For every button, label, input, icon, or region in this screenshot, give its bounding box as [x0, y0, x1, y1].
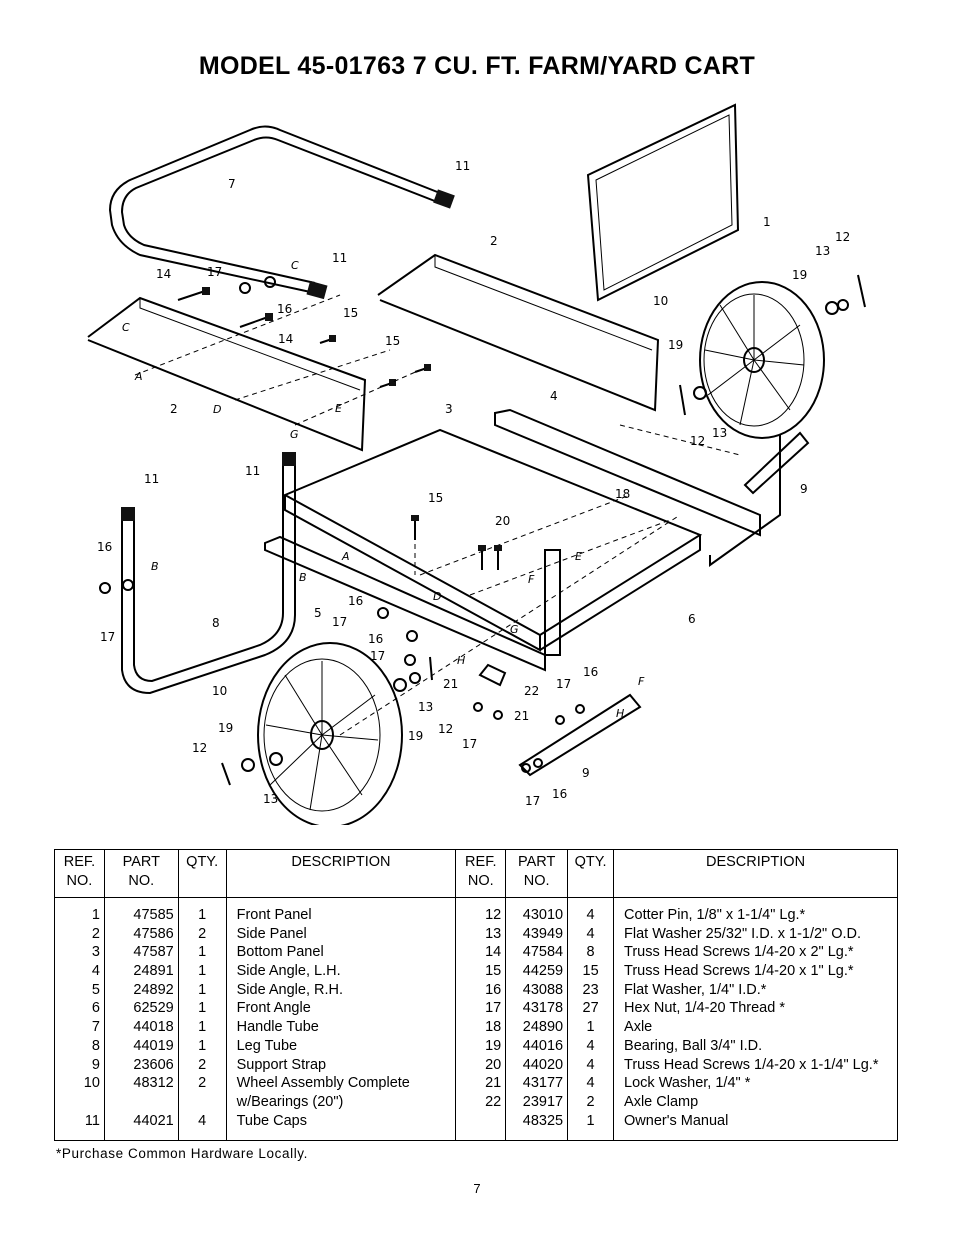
callout-19b: 19	[668, 338, 684, 352]
callout-10: 10	[653, 294, 669, 308]
table-cell: 1	[198, 981, 207, 998]
callout-20: 20	[495, 514, 511, 528]
callout-21b: 21	[514, 709, 530, 723]
letter-e: E	[335, 402, 342, 415]
table-cell: 43010	[522, 907, 564, 923]
callout-9: 9	[800, 482, 808, 496]
table-cell: Axle	[624, 1019, 653, 1036]
callout-17b: 17	[332, 615, 348, 629]
side-panel-right-drawing	[378, 255, 658, 410]
wheel-right-drawing	[700, 282, 824, 438]
page-title: MODEL 45-01763 7 CU. FT. FARM/YARD CART	[198, 52, 756, 80]
table-cell: Side Panel	[236, 925, 307, 942]
table-cell: 23917	[522, 1093, 564, 1110]
letter-g: G	[290, 428, 299, 441]
table-cell: 5	[91, 981, 100, 998]
callout-13: 13	[815, 244, 831, 258]
callout-13d: 13	[263, 792, 279, 806]
table-cell: 8	[91, 1037, 100, 1054]
table-cell: 1	[91, 907, 100, 923]
table-cell: 2	[198, 1075, 207, 1092]
callout-6: 6	[688, 612, 696, 626]
callout-16e: 16	[583, 665, 599, 679]
callout-16: 16	[277, 302, 293, 316]
callout-14b: 14	[278, 332, 294, 346]
callout-18: 18	[615, 487, 631, 501]
exploded-parts-diagram	[40, 95, 920, 825]
letter-a: A	[135, 370, 143, 383]
table-cell: 6	[91, 1000, 100, 1017]
header-qty-left: QTY.	[178, 850, 226, 898]
table-cell: Tube Caps	[236, 1112, 307, 1129]
letter-b2: B	[299, 571, 307, 584]
table-cell: 3	[91, 944, 100, 961]
letter-b: B	[151, 560, 159, 573]
table-cell	[460, 1112, 501, 1131]
letter-f: F	[528, 573, 535, 586]
table-cell: 21	[485, 1075, 502, 1092]
header-ref-left: REF. NO.	[55, 850, 105, 898]
col-ref-right	[456, 898, 506, 1141]
table-cell: Flat Washer, 1/4" I.D.*	[624, 981, 767, 998]
col-qty-left	[178, 898, 226, 1141]
col-desc-left	[226, 898, 456, 1141]
table-cell: 15	[582, 963, 599, 980]
callout-17f: 17	[462, 737, 478, 751]
page-number: 7	[473, 1181, 481, 1196]
callout-19d: 19	[218, 721, 234, 735]
col-ref-left	[55, 898, 105, 1141]
letter-a2: A	[342, 550, 350, 563]
table-cell: 44019	[133, 1037, 174, 1054]
letter-f2: F	[638, 675, 645, 688]
letter-h: H	[457, 654, 466, 667]
table-cell: 4	[586, 907, 595, 923]
wheel-left-drawing	[258, 643, 402, 825]
header-part-left: PART NO.	[104, 850, 178, 898]
front-angle-drawing	[545, 430, 780, 655]
callout-16d: 16	[368, 632, 384, 646]
table-cell: Truss Head Screws 1/4-20 x 2" Lg.*	[624, 944, 854, 961]
leg-tube-drawing	[121, 452, 296, 693]
table-cell: 2	[198, 1056, 207, 1073]
letter-g2: G	[510, 623, 519, 636]
table-cell: 4	[586, 1056, 595, 1073]
table-cell: Hex Nut, 1/4-20 Thread *	[624, 1000, 785, 1017]
callout-8: 8	[212, 616, 220, 630]
table-cell: Flat Washer 25/32" I.D. x 1-1/2" O.D.	[624, 925, 862, 942]
callout-11c: 11	[245, 464, 261, 478]
table-cell: 23	[582, 981, 599, 998]
callout-16f: 16	[552, 787, 568, 801]
callout-17d: 17	[100, 630, 116, 644]
callout-2: 2	[490, 234, 498, 248]
table-cell: 13	[485, 925, 502, 942]
table-cell: 19	[485, 1037, 502, 1054]
callout-13b: 13	[712, 426, 728, 440]
table-header-row	[55, 850, 898, 898]
table-cell: 47585	[133, 907, 174, 923]
callout-14: 14	[156, 267, 172, 281]
table-cell: 12	[485, 907, 502, 923]
callout-13c: 13	[418, 700, 434, 714]
table-cell: Side Angle, L.H.	[236, 963, 341, 980]
table-cell: Front Panel	[236, 907, 312, 923]
table-cell: Bottom Panel	[236, 944, 324, 961]
table-cell	[183, 1093, 222, 1112]
callout-15c: 15	[428, 491, 444, 505]
table-cell: 7	[91, 1019, 100, 1036]
table-cell: Side Angle, R.H.	[236, 981, 344, 998]
table-cell: 1	[198, 1019, 207, 1036]
table-cell: 8	[586, 944, 595, 961]
table-cell: 1	[198, 1037, 207, 1054]
callout-22: 22	[524, 684, 540, 698]
table-cell: 15	[485, 963, 502, 980]
table-cell: 44018	[133, 1019, 174, 1036]
table-cell: 10	[83, 1075, 100, 1092]
table-cell: 48325	[522, 1112, 564, 1129]
table-cell: 1	[586, 1019, 595, 1036]
callout-12: 12	[835, 230, 851, 244]
callout-19: 19	[792, 268, 808, 282]
callout-17e: 17	[556, 677, 572, 691]
header-desc-left: DESCRIPTION	[226, 850, 456, 898]
header-qty-right: QTY.	[568, 850, 614, 898]
callout-4: 4	[550, 389, 558, 403]
letter-d: D	[213, 403, 222, 416]
table-cell: w/Bearings (20")	[236, 1093, 344, 1110]
table-cell	[109, 1093, 174, 1112]
table-cell: 2	[198, 925, 207, 942]
table-cell: Owner's Manual	[624, 1112, 729, 1129]
table-cell: 2	[91, 925, 100, 942]
callout-21: 21	[443, 677, 459, 691]
table-cell: 27	[582, 1000, 599, 1017]
table-cell: 44021	[133, 1112, 174, 1129]
letter-d2: D	[433, 590, 442, 603]
table-cell: 43088	[522, 981, 564, 998]
table-cell: 47587	[133, 944, 174, 961]
callout-12c: 12	[438, 722, 454, 736]
table-cell	[59, 1093, 100, 1112]
table-cell: 43949	[522, 925, 564, 942]
table-cell: 17	[485, 1000, 502, 1017]
callout-7: 7	[228, 177, 236, 191]
table-cell: 9	[91, 1056, 100, 1073]
callout-labels	[97, 159, 850, 808]
table-cell: 44020	[522, 1056, 564, 1073]
table-cell: 1	[198, 944, 207, 961]
table-cell: 1	[586, 1112, 595, 1129]
callout-11d: 11	[144, 472, 160, 486]
table-cell: 1	[198, 963, 207, 980]
callout-12b: 12	[690, 434, 706, 448]
callout-1: 1	[763, 215, 771, 229]
footnote: *Purchase Common Hardware Locally.	[56, 1146, 308, 1161]
table-cell: 24892	[133, 981, 174, 998]
table-cell: Bearing, Ball 3/4" I.D.	[624, 1037, 763, 1054]
callout-19c: 19	[408, 729, 424, 743]
table-cell: 44016	[522, 1037, 564, 1054]
table-cell: Truss Head Screws 1/4-20 x 1-1/4" Lg.*	[624, 1056, 879, 1073]
parts-list-table	[54, 849, 898, 1141]
table-cell: 24891	[133, 963, 174, 980]
callout-5: 5	[314, 606, 322, 620]
table-cell: 4	[586, 925, 595, 942]
table-cell: 62529	[133, 1000, 174, 1017]
col-desc-right	[614, 898, 898, 1141]
callout-11b: 11	[332, 251, 348, 265]
table-cell: Cotter Pin, 1/8" x 1-1/4" Lg.*	[624, 907, 806, 923]
table-cell: 23606	[133, 1056, 174, 1073]
table-cell: 43177	[522, 1075, 564, 1092]
table-cell: 4	[586, 1037, 595, 1054]
table-cell: 47584	[522, 944, 564, 961]
letter-e2: E	[575, 550, 582, 563]
callout-3: 3	[445, 402, 453, 416]
table-cell: 16	[485, 981, 502, 998]
letter-h2: H	[616, 707, 625, 720]
callout-16b: 16	[97, 540, 113, 554]
callout-16c: 16	[348, 594, 364, 608]
table-cell: 4	[198, 1112, 207, 1129]
callout-2b: 2	[170, 402, 178, 416]
callout-15: 15	[343, 306, 359, 320]
table-cell: 20	[485, 1056, 502, 1073]
header-desc-right: DESCRIPTION	[614, 850, 898, 898]
letter-c: C	[291, 259, 299, 272]
col-part-right	[506, 898, 568, 1141]
callout-17g: 17	[525, 794, 541, 808]
table-cell: 1	[198, 907, 207, 923]
table-cell: 43178	[522, 1000, 564, 1017]
table-cell: 4	[586, 1075, 595, 1092]
table-cell: 48312	[133, 1075, 174, 1092]
table-cell: Front Angle	[236, 1000, 311, 1017]
table-cell: Handle Tube	[236, 1019, 319, 1036]
table-cell: Support Strap	[236, 1056, 327, 1073]
callout-15b: 15	[385, 334, 401, 348]
callout-12d: 12	[192, 741, 208, 755]
table-cell: Lock Washer, 1/4" *	[624, 1075, 751, 1092]
front-panel-drawing	[588, 105, 738, 300]
table-cell: 4	[91, 963, 100, 980]
table-cell: 44259	[522, 963, 564, 980]
table-cell: 24890	[522, 1019, 564, 1036]
table-cell: Leg Tube	[236, 1037, 298, 1054]
callout-10b: 10	[212, 684, 228, 698]
table-cell: Truss Head Screws 1/4-20 x 1" Lg.*	[624, 963, 854, 980]
letter-c2: C	[122, 321, 130, 334]
header-part-right: PART NO.	[506, 850, 568, 898]
callout-11: 11	[455, 159, 471, 173]
table-cell: 1	[198, 1000, 207, 1017]
table-cell: Wheel Assembly Complete	[236, 1075, 410, 1092]
table-body-row	[55, 898, 898, 1141]
col-part-left	[104, 898, 178, 1141]
table-cell: 22	[485, 1093, 502, 1110]
callout-17: 17	[207, 265, 223, 279]
header-ref-right: REF. NO.	[456, 850, 506, 898]
table-cell: 47586	[133, 925, 174, 942]
table-cell: 11	[84, 1112, 100, 1129]
table-cell: Axle Clamp	[624, 1093, 699, 1110]
table-cell: 2	[586, 1093, 595, 1110]
table-cell: 14	[485, 944, 502, 961]
callout-9b: 9	[582, 766, 590, 780]
col-qty-right	[568, 898, 614, 1141]
table-cell: 18	[485, 1019, 502, 1036]
callout-17c: 17	[370, 649, 386, 663]
